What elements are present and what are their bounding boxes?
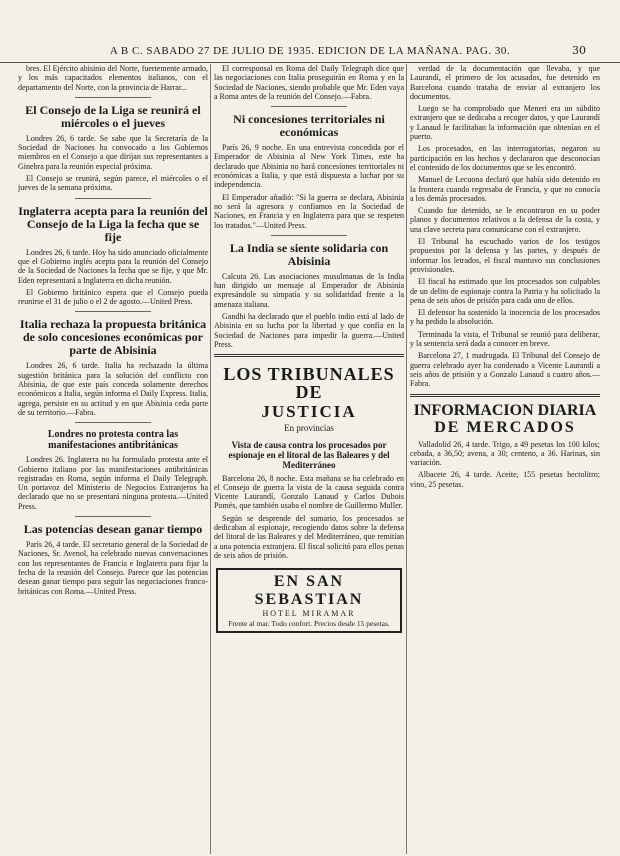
separator	[75, 198, 151, 199]
column-rule	[210, 64, 211, 854]
article-paragraph: París 26, 9 noche. En una entrevista concedida por el Emperador de Abisinia al New York Times, este ha declarado que Abisinia no hará concesiones territoriales ni económicas a Italia, y que está dispuesta a luchar por su independencia.	[214, 143, 404, 190]
article-headline: Ni concesiones territoriales ni económicas	[233, 112, 385, 140]
section-title: INFORMACION DIARIA	[413, 401, 597, 419]
article-paragraph: verdad de la documentación que llevaba, y que Laurandí, el primero de los acusados, fue detenido en Barcelona cuando trataba de enviar al extranjero los documentos.	[410, 64, 600, 101]
section-rule	[214, 354, 404, 357]
article-paragraph: El Consejo se reunirá, según parece, el miércoles o el jueves de la semana próxima.	[18, 174, 208, 193]
article-paragraph: El fiscal ha estimado que los procesados son culpables de un delito de espionaje contra la Patria y ha solicitado la pena de seis años de prisión para cada uno de ellos.	[410, 277, 600, 305]
ad-subtitle: HOTEL MIRAMAR	[262, 609, 356, 619]
advertisement	[216, 568, 402, 633]
article-paragraph: Calcuta 26. Las asociaciones musulmanas de la India han dirigido un mensaje al Emperador de Abisinia expresándole su simpatía y su solidaridad frente a la amenaza italiana.	[214, 271, 404, 309]
separator	[75, 311, 151, 312]
article-paragraph: Los procesados, en las interrogatorias, negaron su participación en los hechos y declararon que desconocían el contenido de los documentos que se les encontró.	[410, 144, 600, 172]
section-subtitle: En provincias	[284, 423, 334, 434]
column-3	[410, 64, 600, 854]
article-paragraph: Barcelona 27, 1 madrugada. El Tribunal del Consejo de guerra celebrado ayer ha condenado a Vicente Laurandí a seis años de prisión y a Gonzalo Lanaud a cuatro años.—Fabra.	[410, 351, 600, 389]
article-headline: Las potencias desean ganar tiempo	[23, 522, 203, 537]
article-headline: Inglaterra acepta para la reunión del Consejo de la Liga la fecha que se fije	[18, 203, 208, 244]
article-paragraph: El Tribunal ha escuchado varios de los testigos propuestos por la defensa y las partes, y después de informar los letrados, el fiscal mantuvo sus conclusiones provisionales.	[410, 237, 600, 274]
separator	[75, 422, 151, 423]
section-title: JUSTICIA	[261, 402, 357, 422]
article-paragraph: El Gobierno británico espera que el Consejo pueda reunirse el 31 de julio o el 2 de agosto.—United Press.	[18, 287, 208, 307]
column-rule	[406, 64, 407, 854]
separator	[271, 235, 347, 236]
column-1	[18, 64, 208, 854]
article-paragraph: Manuel de Lecuona declaró que había sido detenido en la frontera cuando regresaba de Francia, y que no conocía a los demás procesados.	[410, 175, 600, 203]
article-paragraph: Valladolid 26, 4 tarde. Trigo, a 49 pesetas los 100 kilos; cebada, a 36,50; avena, a 30; centeno, a 36. Harinas, sin variación.	[410, 439, 600, 468]
article-paragraph: El Emperador añadió: "Si la guerra se declara, Abisinia no será la agresora y confiamos en la Sociedad de Naciones, en Francia y en Inglaterra para que se respeten los tratados."—United Press.	[214, 192, 404, 230]
page-masthead	[0, 40, 620, 63]
article-headline: Londres no protesta contra las manifestaciones antibritánicas	[47, 429, 179, 452]
separator	[75, 97, 151, 98]
article-paragraph: Luego se ha comprobado que Meneri era un súbdito extranjero que se dedicaba a recoger datos, y que Laurandí y Lanaud le facilitaban la información que obtenían en el puerto.	[410, 104, 600, 142]
article-paragraph: El defensor ha sostenido la inocencia de los procesados y ha pedido la absolución.	[410, 308, 600, 327]
article-paragraph: El corresponsal en Roma del Daily Telegraph dice que las negociaciones con Italia proseguirán en Roma y en la Sociedad de Naciones, siendo probable que Mr. Eden vaya a Roma antes de la reunión del Consejo.—Fabra.	[214, 64, 404, 101]
page-number	[572, 40, 586, 62]
article-paragraph: Albacete 26, 4 tarde. Aceite, 155 pesetas hectolitro; vino, 25 pesetas.	[410, 470, 600, 489]
section-title: LOS TRIBUNALES DE	[223, 364, 395, 403]
article-paragraph: Según se desprende del sumario, los procesados se dedicaban al espionaje, recogiendo datos sobre la defensa del litoral de las Baleares y del Mediterráneo, que remitían a una potencia extranjera. El fiscal solicitó para ellos penas de seis años de prisión.	[214, 513, 404, 560]
section-rule	[410, 394, 600, 397]
article-paragraph: Terminada la vista, el Tribunal se reunió para deliberar, y la sentencia será dada a conocer en breve.	[410, 329, 600, 349]
article-paragraph: Gandhi ha declarado que el pueblo indio está al lado de Abisinia en su lucha por la libertad y que confía en la Sociedad de Naciones para impedir la guerra.—United Press.	[214, 312, 404, 349]
article-headline: Vista de causa contra los procesados por espionaje en el litoral de las Baleares y del Mediterráneo	[228, 439, 390, 470]
page-number-text: 30	[572, 44, 586, 57]
section-title: DE MERCADOS	[434, 418, 576, 436]
column-2	[214, 64, 404, 854]
article-headline: La India se siente solidaria con Abisinia	[229, 240, 389, 268]
article-paragraph: Londres 26, 6 tarde. Hoy ha sido anunciado oficialmente que el Gobierno inglés acepta para la reunión del Consejo de la Sociedad de Naciones la fecha que se fije, y que Mr. Eden representará a Inglaterra en dicha reunión.	[18, 247, 208, 285]
masthead-text: A B C. SABADO 27 DE JULIO DE 1935. EDICION DE LA MAÑANA. PAG. 30.	[109, 45, 511, 57]
article-paragraph: Londres 26, 6 tarde. Se sabe que la Secretaría de la Sociedad de Naciones ha convocado a los Gobiernos miembros en el Consejo a que dirijan sus representantes a Ginebra para la reunión especial próxima.	[18, 133, 208, 171]
article-paragraph: París 26, 4 tarde. El secretario general de la Sociedad de Naciones, Sr. Avenol, ha celebrado nuevas conversaciones con los representantes de Francia e Inglaterra para fijar la fecha de la reunión del Consejo. Parece que las potencias desean ganar tiempo para seguir las negociaciones franco-británicas con Roma.—United Press.	[18, 540, 208, 596]
ad-text: Frente al mar. Todo confort. Precios desde 15 pesetas.	[228, 618, 390, 628]
article-paragraph: Londres 26, 6 tarde. Italia ha rechazado la última sugestión británica para la solución del conflicto con Abisinia, de que este país conceda solamente derechos económicos a Italia, según informa el Daily Express. Italia, agrega, persiste en su actitud y en que Abisinia ceda parte de su territorio.—Fabra.	[18, 361, 208, 417]
article-paragraph: Barcelona 26, 8 noche. Esta mañana se ha celebrado en el Consejo de guerra la vista de la causa seguida contra Vicente Laurandí, Gonzalo Lanaud y Carlos Dubois Pomés, que también usaba el nombre de Guillermo Muller.	[214, 473, 404, 511]
article-headline: Italia rechaza la propuesta británica de solo concesiones económicas por parte de Abisinia	[19, 317, 207, 358]
article-paragraph: Cuando fue detenido, se le encontraron en su poder planos y documentos relativos a la defensa de la costa, y una clave secreta para comunicarse con el extranjero.	[410, 206, 600, 234]
separator	[271, 106, 347, 107]
article-headline: El Consejo de la Liga se reunirá el miércoles o el jueves	[25, 102, 201, 130]
article-paragraph: Londres 26. Inglaterra no ha formulado protesta ante el Gobierno italiano por las manifestaciones antibritánicas registradas en Roma, según informa el Daily Telegraph. Un portavoz del Ministerio de Negocios Extranjeros ha declarado que no se presentará ninguna protesta.—United Press.	[18, 455, 208, 511]
ad-title: EN SAN SEBASTIAN	[254, 573, 364, 609]
separator	[75, 516, 151, 517]
article-paragraph: bres. El Ejército abisinio del Norte, fuertemente armado, y los más capacitados elementos italianos, con el departamento del Norte, con la provincia de Harrar...	[18, 64, 208, 92]
